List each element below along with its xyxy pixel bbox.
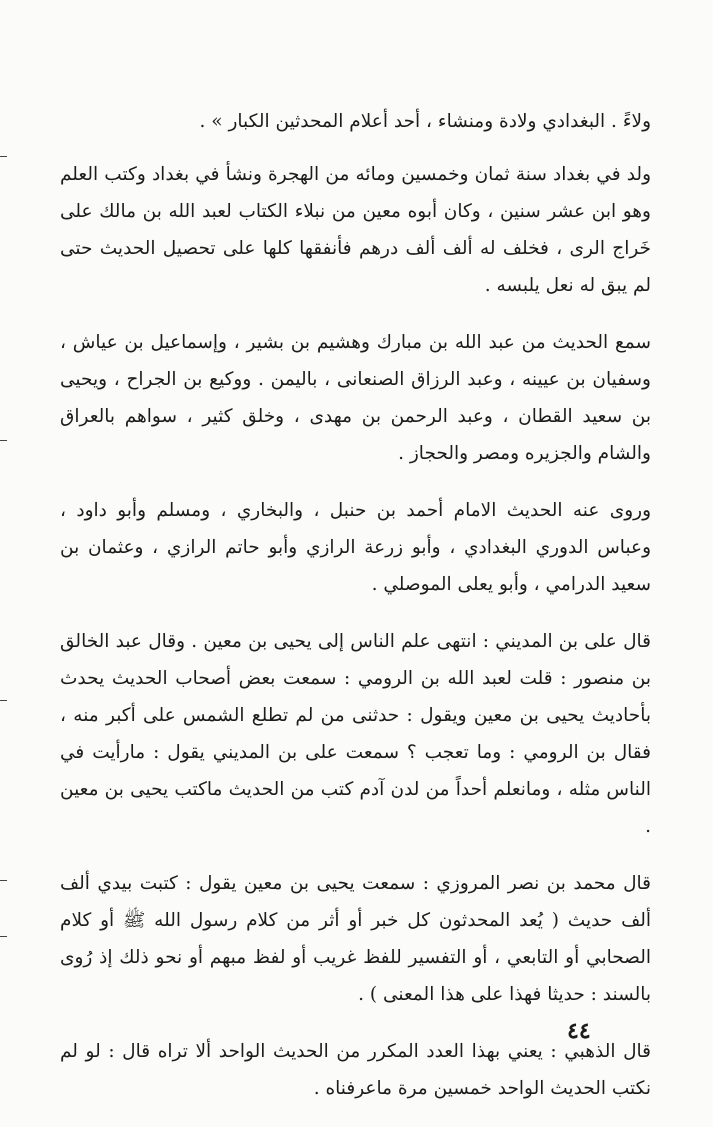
paragraph: قال على بن المديني : انتهى علم الناس إلى يحيى بن معين . وقال عبد الخالق بن منصور : قلت لعبد الله بن الرومي : سمعت بعض أصحاب الحديث يحدث بأحاديث يحيى بن معين ويقول : حدثنى من لم تطلع الشمس على أكبر منه ، فقال بن الرومي : وما تعجب ؟ سمعت على بن المديني يقول : مارأيت في الناس مثله ، ومانعلم أحداً من لدن آدم كتب من الحديث ماكتب يحيى بن معين . (60, 631, 651, 837)
margin-tick (0, 700, 7, 701)
paragraph: قال الذهبي : يعني بهذا العدد المكرر من الحديث الواحد ألا تراه قال : لو لم نكتب الحديث الواحد خمسين مرة ماعرفناه . (60, 1041, 651, 1099)
margin-tick (0, 156, 7, 157)
paragraph: وروى عنه الحديث الامام أحمد بن حنبل ، والبخاري ، ومسلم وأبو داود ، وعباس الدوري البغدادي ، وأبو زرعة الرازي وأبو حاتم الرازي ، وعثمان بن سعيد الدرامي ، وأبو يعلى الموصلي . (60, 500, 651, 595)
paragraph: ولاءً . البغدادي ولادة ومنشاء ، أحد أعلام المحدثين الكبار » . (199, 111, 651, 132)
paragraph: سمع الحديث من عبد الله بن مبارك وهشيم بن بشير ، وإسماعيل بن عياش ، وسفيان بن عيينه ، وعبد الرزاق الصنعانى ، باليمن . ووكيع بن الجراح ، ويحيى بن سعيد القطان ، وعبد الرحمن بن مهدى ، وخلق كثير ، سواهم بالعراق والشام والجزيره ومصر والحجاز . (60, 332, 651, 464)
paragraph: قال محمد بن نصر المروزي : سمعت يحيى بن معين يقول : كتبت بيدي ألف ألف حديث ( يُعد المحدثون كل خبر أو أثر من كلام رسول الله ﷺ أو كلام الصحابي أو التابعي ، أو التفسير للفظ غريب أو لفظ مبهم أو نحو ذلك إذ رُوى بالسند : حديثا فهذا على هذا المعنى ) . (60, 873, 651, 1005)
paragraph: ولد في بغداد سنة ثمان وخمسين ومائه من الهجرة ونشأ في بغداد وكتب العلم وهو ابن عشر سنين ، وكان أبوه معين من نبلاء الكتاب لعبد الله بن مالك على خَراج الرى ، فخلف له ألف ألف درهم فأنفقها كلها على تحصيل الحديث حتى لم يبق له نعل يلبسه . (60, 164, 651, 296)
margin-tick (0, 880, 7, 881)
page-body (60, 103, 653, 1127)
margin-tick (0, 440, 7, 441)
margin-tick (0, 936, 7, 937)
page-number: ٤٤ (567, 1018, 591, 1044)
